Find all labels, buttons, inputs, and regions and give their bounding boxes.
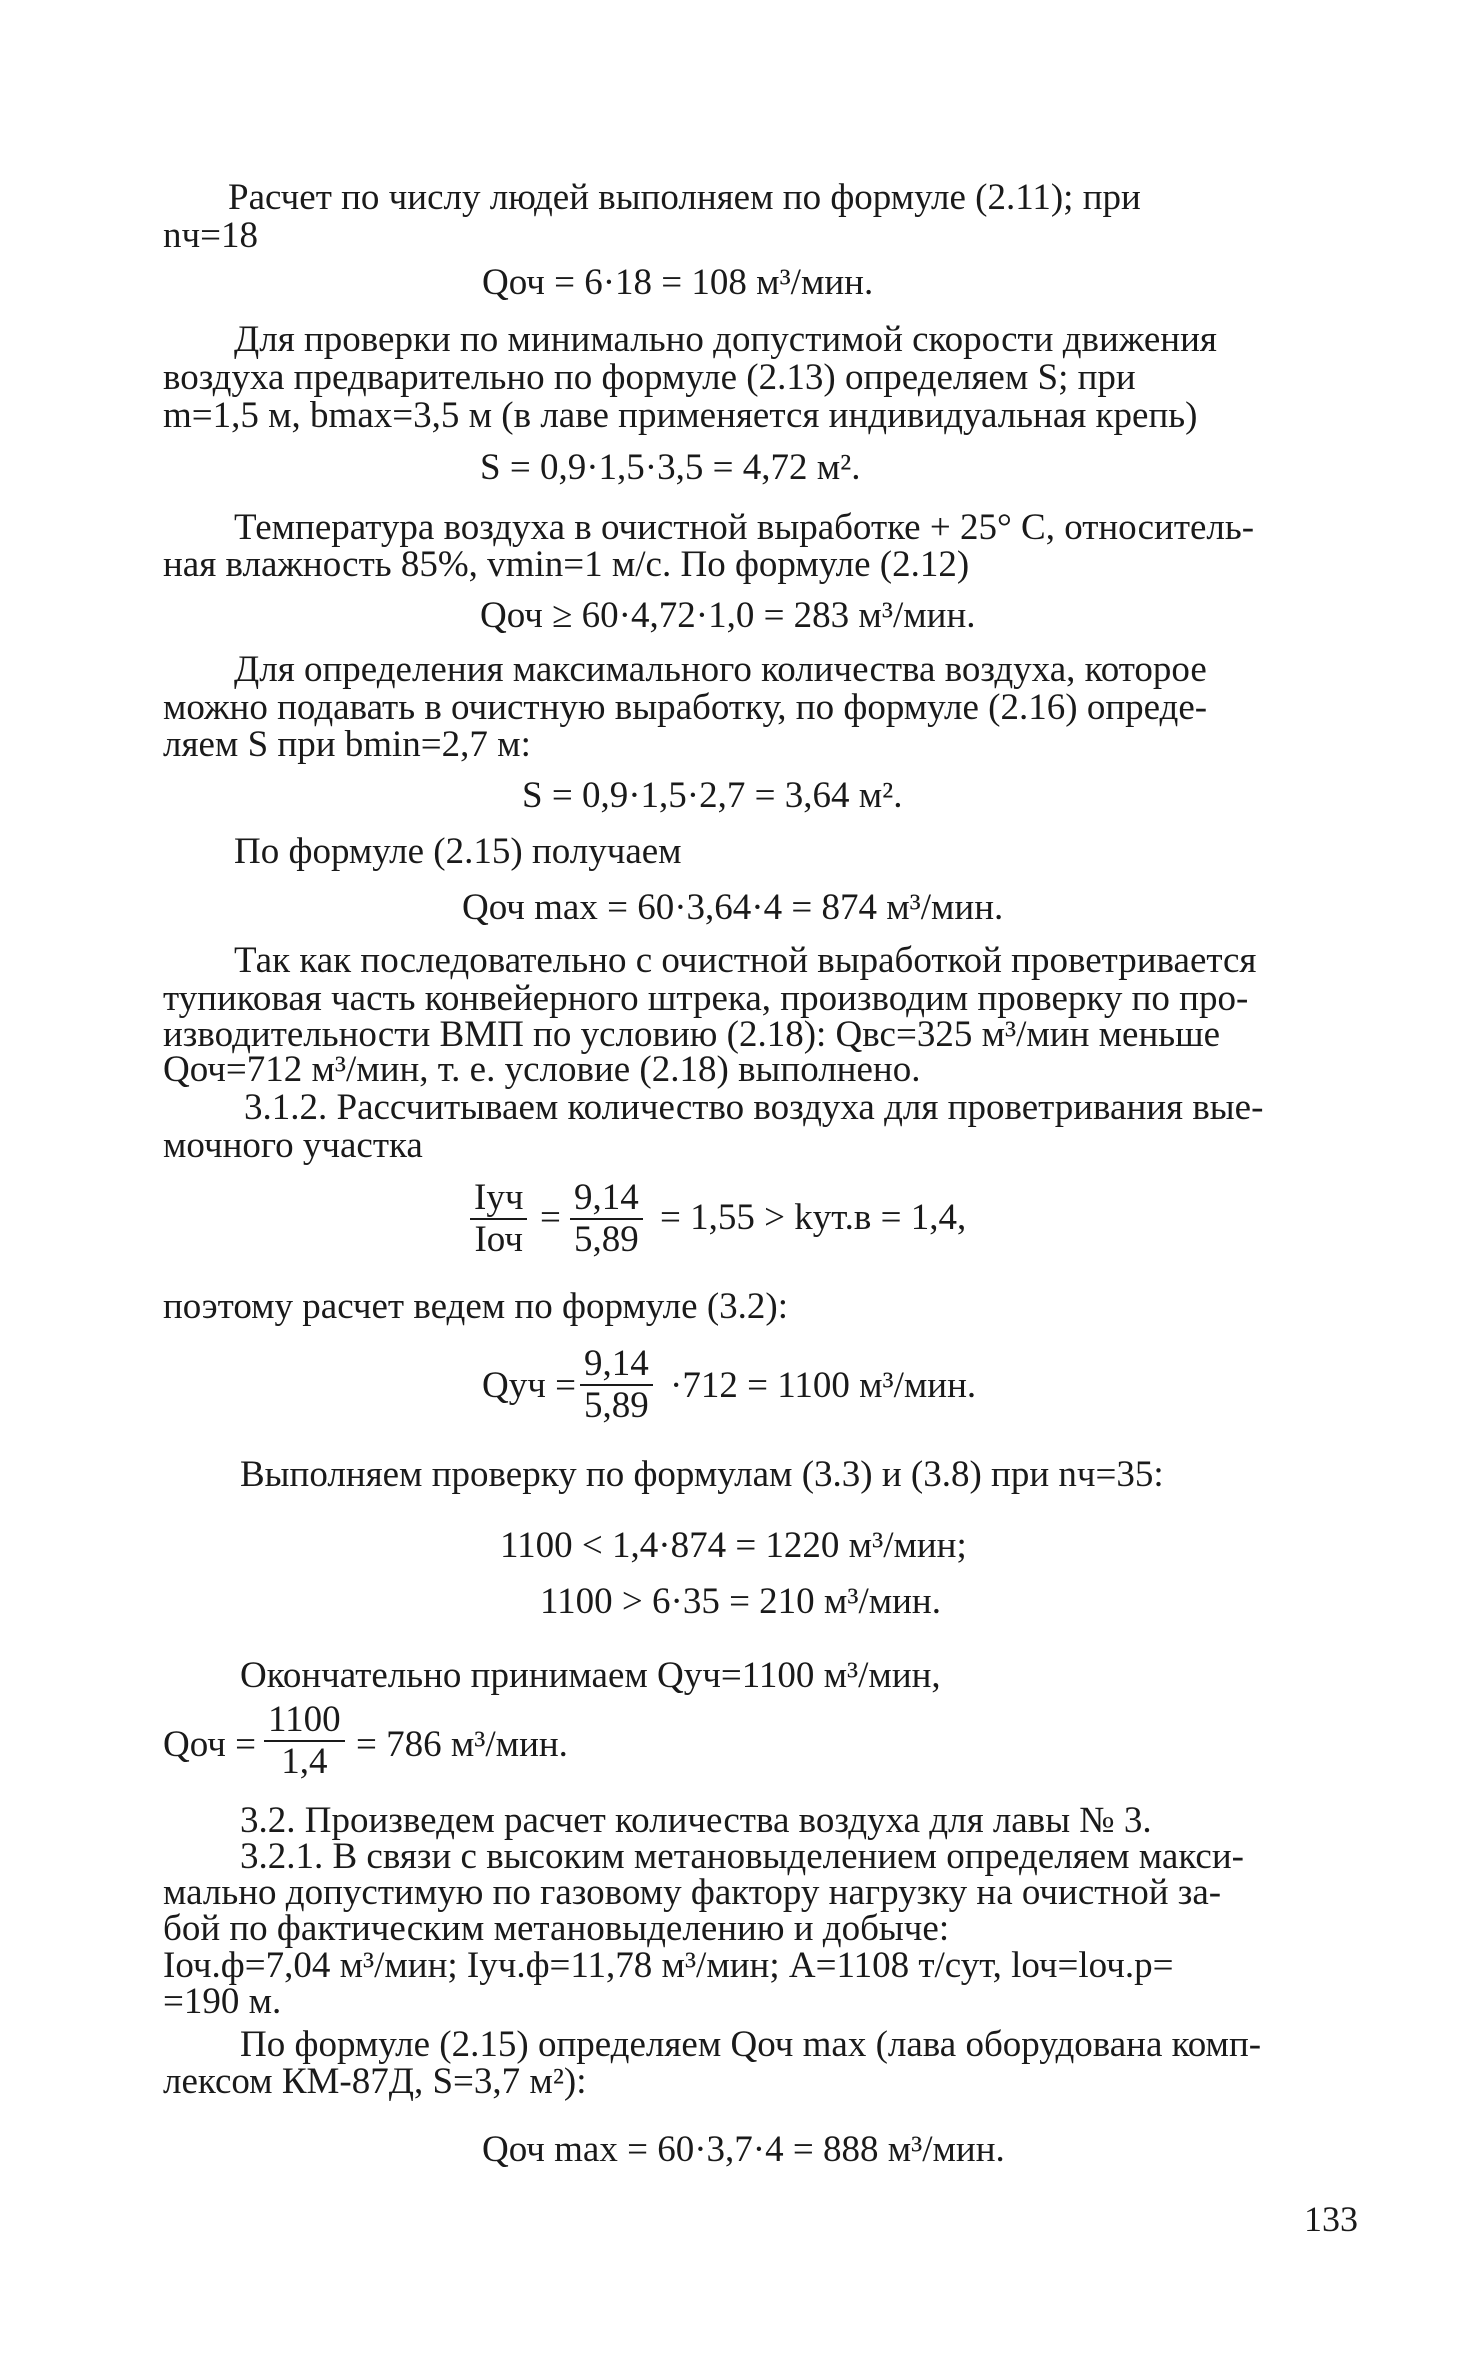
text-line: 3.2.1. В связи с высоким метановыделением определяем макси- xyxy=(240,1836,1244,1877)
text-line: По формуле (2.15) получаем xyxy=(234,831,682,872)
fraction-iuch-ioch xyxy=(470,1178,527,1260)
formula: S = 0,9·1,5·3,5 = 4,72 м². xyxy=(480,447,861,488)
formula: Qоч max = 60·3,64·4 = 874 м³/мин. xyxy=(462,887,1004,928)
text-line: Для проверки по минимально допустимой скорости движения xyxy=(234,319,1217,360)
fraction-914-589 xyxy=(570,1178,643,1260)
text-line: мочного участка xyxy=(163,1125,423,1166)
text-line: мально допустимую по газовому фактору нагрузку на очистной за- xyxy=(163,1872,1222,1913)
text-line: лексом КМ-87Д, S=3,7 м²): xyxy=(163,2061,587,2102)
formula: Qоч = 6·18 = 108 м³/мин. xyxy=(482,262,874,303)
fraction-denominator: 1,4 xyxy=(281,1741,328,1782)
formula: Qоч ≥ 60·4,72·1,0 = 283 м³/мин. xyxy=(480,595,976,636)
formula: 1100 < 1,4·874 = 1220 м³/мин; xyxy=(500,1525,967,1566)
text-line: воздуха предварительно по формуле (2.13) определяем S; при xyxy=(163,357,1136,398)
text-line: Выполняем проверку по формулам (3.3) и (3.8) при nч=35: xyxy=(240,1454,1164,1495)
formula: 1100 > 6·35 = 210 м³/мин. xyxy=(540,1581,941,1622)
fraction-numerator: Iуч xyxy=(470,1178,527,1220)
formula: = 1,55 > kут.в = 1,4, xyxy=(660,1197,967,1238)
fraction-numerator: 9,14 xyxy=(580,1344,653,1386)
fraction-denominator: 5,89 xyxy=(584,1385,649,1426)
fraction-denominator: Iоч xyxy=(474,1219,523,1260)
formula: Qоч max = 60·3,7·4 = 888 м³/мин. xyxy=(482,2129,1005,2170)
text-line: Для определения максимального количества воздуха, которое xyxy=(234,649,1207,690)
text-line: Qоч=712 м³/мин, т. е. условие (2.18) выполнено. xyxy=(163,1049,921,1090)
text-line: можно подавать в очистную выработку, по формуле (2.16) опреде- xyxy=(163,687,1208,728)
text-line: бой по фактическим метановыделению и добыче: xyxy=(163,1908,950,1949)
fraction-denominator: 5,89 xyxy=(574,1219,639,1260)
text-line: =190 м. xyxy=(163,1981,282,2022)
text-line: ляем S при bmin=2,7 м: xyxy=(163,724,531,765)
fraction-1100-14 xyxy=(264,1700,345,1782)
text-line: ная влажность 85%, vmin=1 м/с. По формуле (2.12) xyxy=(163,544,970,585)
fraction-914-589 xyxy=(580,1344,653,1426)
text-line: Температура воздуха в очистной выработке + 25° С, относитель- xyxy=(234,507,1255,548)
formula: ·712 = 1100 м³/мин. xyxy=(670,1365,977,1406)
text-line: nч=18 xyxy=(163,215,258,256)
text-line: тупиковая часть конвейерного штрека, производим проверку по про- xyxy=(163,978,1249,1019)
text-line: По формуле (2.15) определяем Qоч max (лава оборудована комп- xyxy=(240,2024,1262,2065)
text-line: Окончательно принимаем Qуч=1100 м³/мин, xyxy=(240,1655,941,1696)
formula: S = 0,9·1,5·2,7 = 3,64 м². xyxy=(522,775,903,816)
text-line: 3.1.2. Рассчитываем количество воздуха для проветривания вые- xyxy=(244,1087,1264,1128)
formula: = 786 м³/мин. xyxy=(356,1724,568,1765)
text-line: 3.2. Произведем расчет количества воздуха для лавы № 3. xyxy=(240,1800,1152,1841)
page-number: 133 xyxy=(1304,2199,1358,2239)
fraction-numerator: 1100 xyxy=(264,1700,345,1742)
fraction-numerator: 9,14 xyxy=(570,1178,643,1220)
text-line: поэтому расчет ведем по формуле (3.2): xyxy=(163,1286,788,1327)
text-line: m=1,5 м, bmax=3,5 м (в лаве применяется индивидуальная крепь) xyxy=(163,395,1198,436)
text-line: изводительности ВМП по условию (2.18): Qвс=325 м³/мин меньше xyxy=(163,1014,1221,1055)
text-line: Расчет по числу людей выполняем по формуле (2.11); при xyxy=(228,177,1141,218)
text-line: Iоч.ф=7,04 м³/мин; Iуч.ф=11,78 м³/мин; A=1108 т/сут, lоч=lоч.р= xyxy=(163,1945,1174,1986)
equals-sign: = xyxy=(540,1197,561,1238)
formula-lhs: Qуч = xyxy=(482,1365,576,1406)
text-line: Так как последовательно с очистной выработкой проветривается xyxy=(234,940,1257,981)
formula-lhs: Qоч = xyxy=(163,1724,256,1765)
